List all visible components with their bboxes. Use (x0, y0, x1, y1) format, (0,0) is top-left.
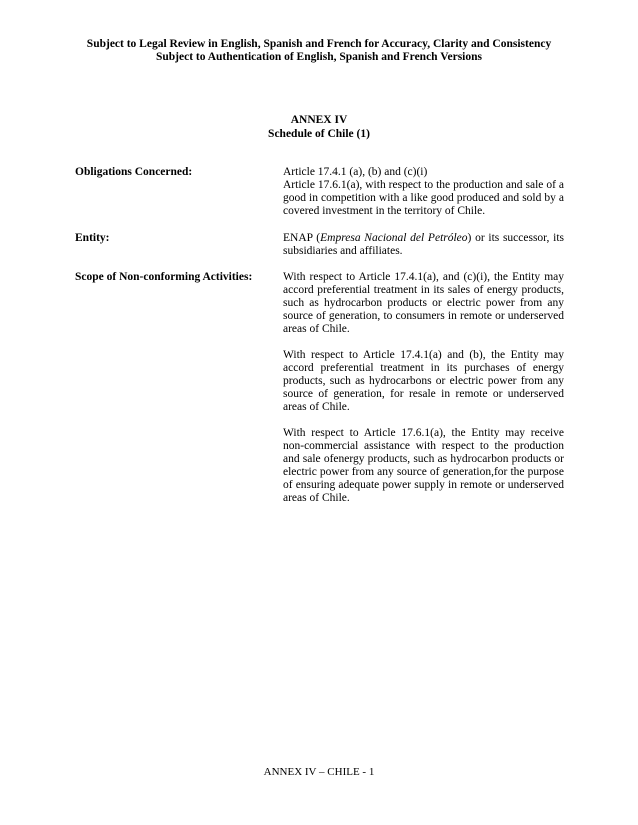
legal-review-notice (0, 38, 638, 64)
legal-review-line: Subject to Legal Review in English, Spanish and French for Accuracy, Clarity and Consistency (86, 38, 552, 50)
scope-paragraph-1: With respect to Article 17.4.1(a), and (c)(i), the Entity may accord preferential treatment in its sales of energy products, such as hydrocarbon products or electric power from any source of generation, to consumers in remote or underserved areas of Chile. (283, 271, 564, 335)
annex-subtitle: Schedule of Chile (1) (268, 128, 370, 140)
scope-label: Scope of Non-conforming Activities: (75, 271, 253, 283)
annex-title: ANNEX IV (290, 114, 348, 126)
annex-heading (0, 113, 638, 141)
obligations-label: Obligations Concerned: (75, 166, 193, 178)
entity-text (283, 232, 564, 258)
page-footer: ANNEX IV – CHILE - 1 (263, 766, 375, 778)
scope-text (283, 271, 564, 505)
entity-label: Entity: (75, 232, 110, 244)
entity-suffix: ) or its successor, its subsidiaries and affiliates. (283, 232, 564, 257)
scope-paragraph-2: With respect to Article 17.4.1(a) and (b), the Entity may accord preferential treatment in its purchases of energy products, such as hydrocarbons or electric power from any source of generation, for resale in remote or underserved areas of Chile. (283, 349, 564, 413)
obligations-text (283, 166, 564, 218)
obligations-line-2: Article 17.6.1(a), with respect to the production and sale of a good in competition with a like good produced and sold by a covered investment in the territory of Chile. (283, 179, 564, 217)
entity-prefix: ENAP ( (283, 232, 321, 244)
scope-paragraph-3: With respect to Article 17.6.1(a), the Entity may receive non-commercial assistance with respect to the production and sale ofenergy products, such as hydrocarbon products or electric power from any source of generation,for the purpose of ensuring adequate power supply in remote or underserved areas of Chile. (283, 427, 564, 504)
authentication-line: Subject to Authentication of English, Spanish and French Versions (155, 51, 482, 63)
obligations-line-1: Article 17.4.1 (a), (b) and (c)(i) (283, 166, 428, 178)
entity-name: Empresa Nacional del Petróleo (320, 232, 468, 244)
entity-paragraph (283, 232, 564, 258)
